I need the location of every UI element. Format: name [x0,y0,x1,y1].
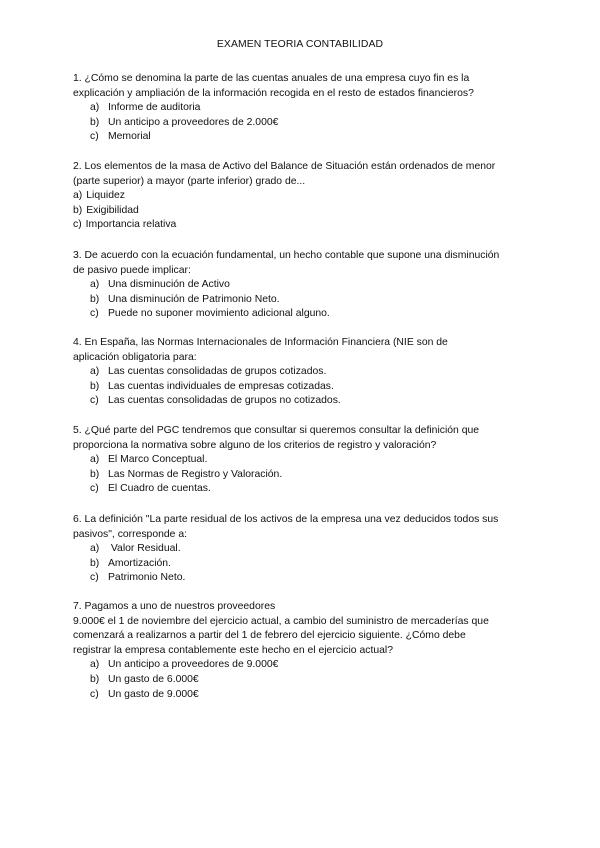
question-stem [73,72,533,101]
question-line: aplicación obligatoria para: [73,351,197,363]
question-line: 2. Los elementos de la masa de Activo del Balance de Situación están ordenados de menor [73,161,496,172]
question-stem [73,600,533,658]
option-letter: b) [73,204,83,216]
answer-option-c [73,218,533,233]
option-letter: a) [73,190,83,202]
answer-option-a [73,101,533,116]
question-line: 6. La definición "La parte residual de los activos de la empresa una vez deducidos todos sus [73,514,499,525]
option-text: El Marco Conceptual. [108,454,208,466]
question-7 [73,600,533,702]
option-letter: c) [90,688,99,700]
option-text: Una disminución de Patrimonio Neto. [108,293,280,305]
option-text: Puede no suponer movimiento adicional alguno. [108,308,330,320]
option-text: Las cuentas consolidadas de grupos no cotizados. [108,395,341,407]
option-text: Importancia relativa [85,219,177,231]
question-line: explicación y ampliación de la información recogida en el resto de estados financieros? [73,87,474,99]
question-2 [73,160,533,233]
option-letter: c) [90,395,99,407]
answer-option-c [73,571,533,586]
question-line: de pasivo puede implicar: [73,264,191,276]
question-line: 7. Pagamos a uno de nuestros proveedores [73,601,276,612]
option-letter: a) [90,454,100,466]
answer-option-b [73,557,533,572]
question-4 [73,336,533,409]
question-stem [73,424,533,453]
answer-options [73,189,533,233]
answer-option-a [73,542,533,557]
question-stem [73,513,533,542]
answer-option-a [73,189,533,204]
question-5 [73,424,533,497]
answer-option-b [73,293,533,308]
answer-option-b [73,380,533,395]
answer-option-c [73,394,533,409]
option-text: Las cuentas consolidadas de grupos cotizados. [108,366,327,378]
question-line: 5. ¿Qué parte del PGC tendremos que consultar si queremos consultar la definición que [73,425,480,436]
question-line: proporciona la normativa sobre alguno de los criterios de registro y valoración? [73,439,437,451]
option-text: Una disminución de Activo [108,279,230,291]
option-text: Liquidez [86,190,125,202]
option-text: Exigibilidad [86,204,139,216]
option-text: Un gasto de 9.000€ [108,688,199,700]
question-line: registrar la empresa contablemente este hecho en el ejercicio actual? [73,644,393,656]
option-letter: b) [90,116,100,128]
answer-option-c [73,688,533,703]
option-letter: a) [90,659,100,671]
option-letter: c) [73,219,82,231]
answer-option-b [73,116,533,131]
option-text: Patrimonio Neto. [108,572,186,584]
answer-option-c [73,130,533,145]
question-line: 3. De acuerdo con la ecuación fundamental, un hecho contable que supone una disminución [73,250,500,261]
option-letter: a) [90,102,100,114]
question-line: 1. ¿Cómo se denomina la parte de las cuentas anuales de una empresa cuyo fin es la [73,73,470,84]
option-letter: c) [90,483,99,495]
answer-option-a [73,453,533,468]
page-title: EXAMEN TEORIA CONTABILIDAD [216,39,384,50]
question-line: 4. En España, las Normas Internacionales de Información Financiera (NIE son de [73,337,448,348]
option-letter: b) [90,468,100,480]
option-text: Amortización. [108,557,171,569]
option-text: Las Normas de Registro y Valoración. [108,468,283,480]
answer-options [73,658,533,702]
option-letter: b) [90,673,100,685]
answer-options [73,101,533,145]
option-letter: a) [90,279,100,291]
option-text: Memorial [108,131,151,143]
question-stem [73,160,533,189]
option-text: Un anticipo a proveedores de 9.000€ [108,659,279,671]
option-letter: b) [90,293,100,305]
answer-options [73,453,533,497]
option-text: Valor Residual. [108,543,181,555]
question-6 [73,513,533,586]
answer-options [73,278,533,322]
option-letter: a) [90,543,100,555]
option-letter: b) [90,380,100,392]
question-line: (parte superior) a mayor (parte inferior) grado de... [73,175,306,187]
answer-option-c [73,482,533,497]
option-letter: b) [90,557,100,569]
option-letter: c) [90,572,99,584]
answer-option-a [73,658,533,673]
option-text: Un gasto de 6.000€ [108,673,199,685]
answer-options [73,542,533,586]
option-letter: a) [90,366,100,378]
question-1 [73,72,533,145]
answer-options [73,365,533,409]
question-line: comenzará a realizarnos a partir del 1 de febrero del ejercicio siguiente. ¿Cómo debe [73,630,466,642]
question-line: 9.000€ el 1 de noviembre del ejercicio actual, a cambio del suministro de mercaderías que [73,615,489,627]
question-stem [73,249,533,278]
answer-option-c [73,307,533,322]
option-text: Las cuentas individuales de empresas cotizadas. [108,380,334,392]
question-line: pasivos", corresponde a: [73,528,188,540]
answer-option-a [73,278,533,293]
option-text: Informe de auditoria [108,102,201,114]
option-text: Un anticipo a proveedores de 2.000€ [108,116,279,128]
answer-option-a [73,365,533,380]
option-text: El Cuadro de cuentas. [108,483,211,495]
question-3 [73,249,533,322]
answer-option-b [73,204,533,219]
answer-option-b [73,468,533,483]
question-stem [73,336,533,365]
option-letter: c) [90,308,99,320]
answer-option-b [73,673,533,688]
option-letter: c) [90,131,99,143]
